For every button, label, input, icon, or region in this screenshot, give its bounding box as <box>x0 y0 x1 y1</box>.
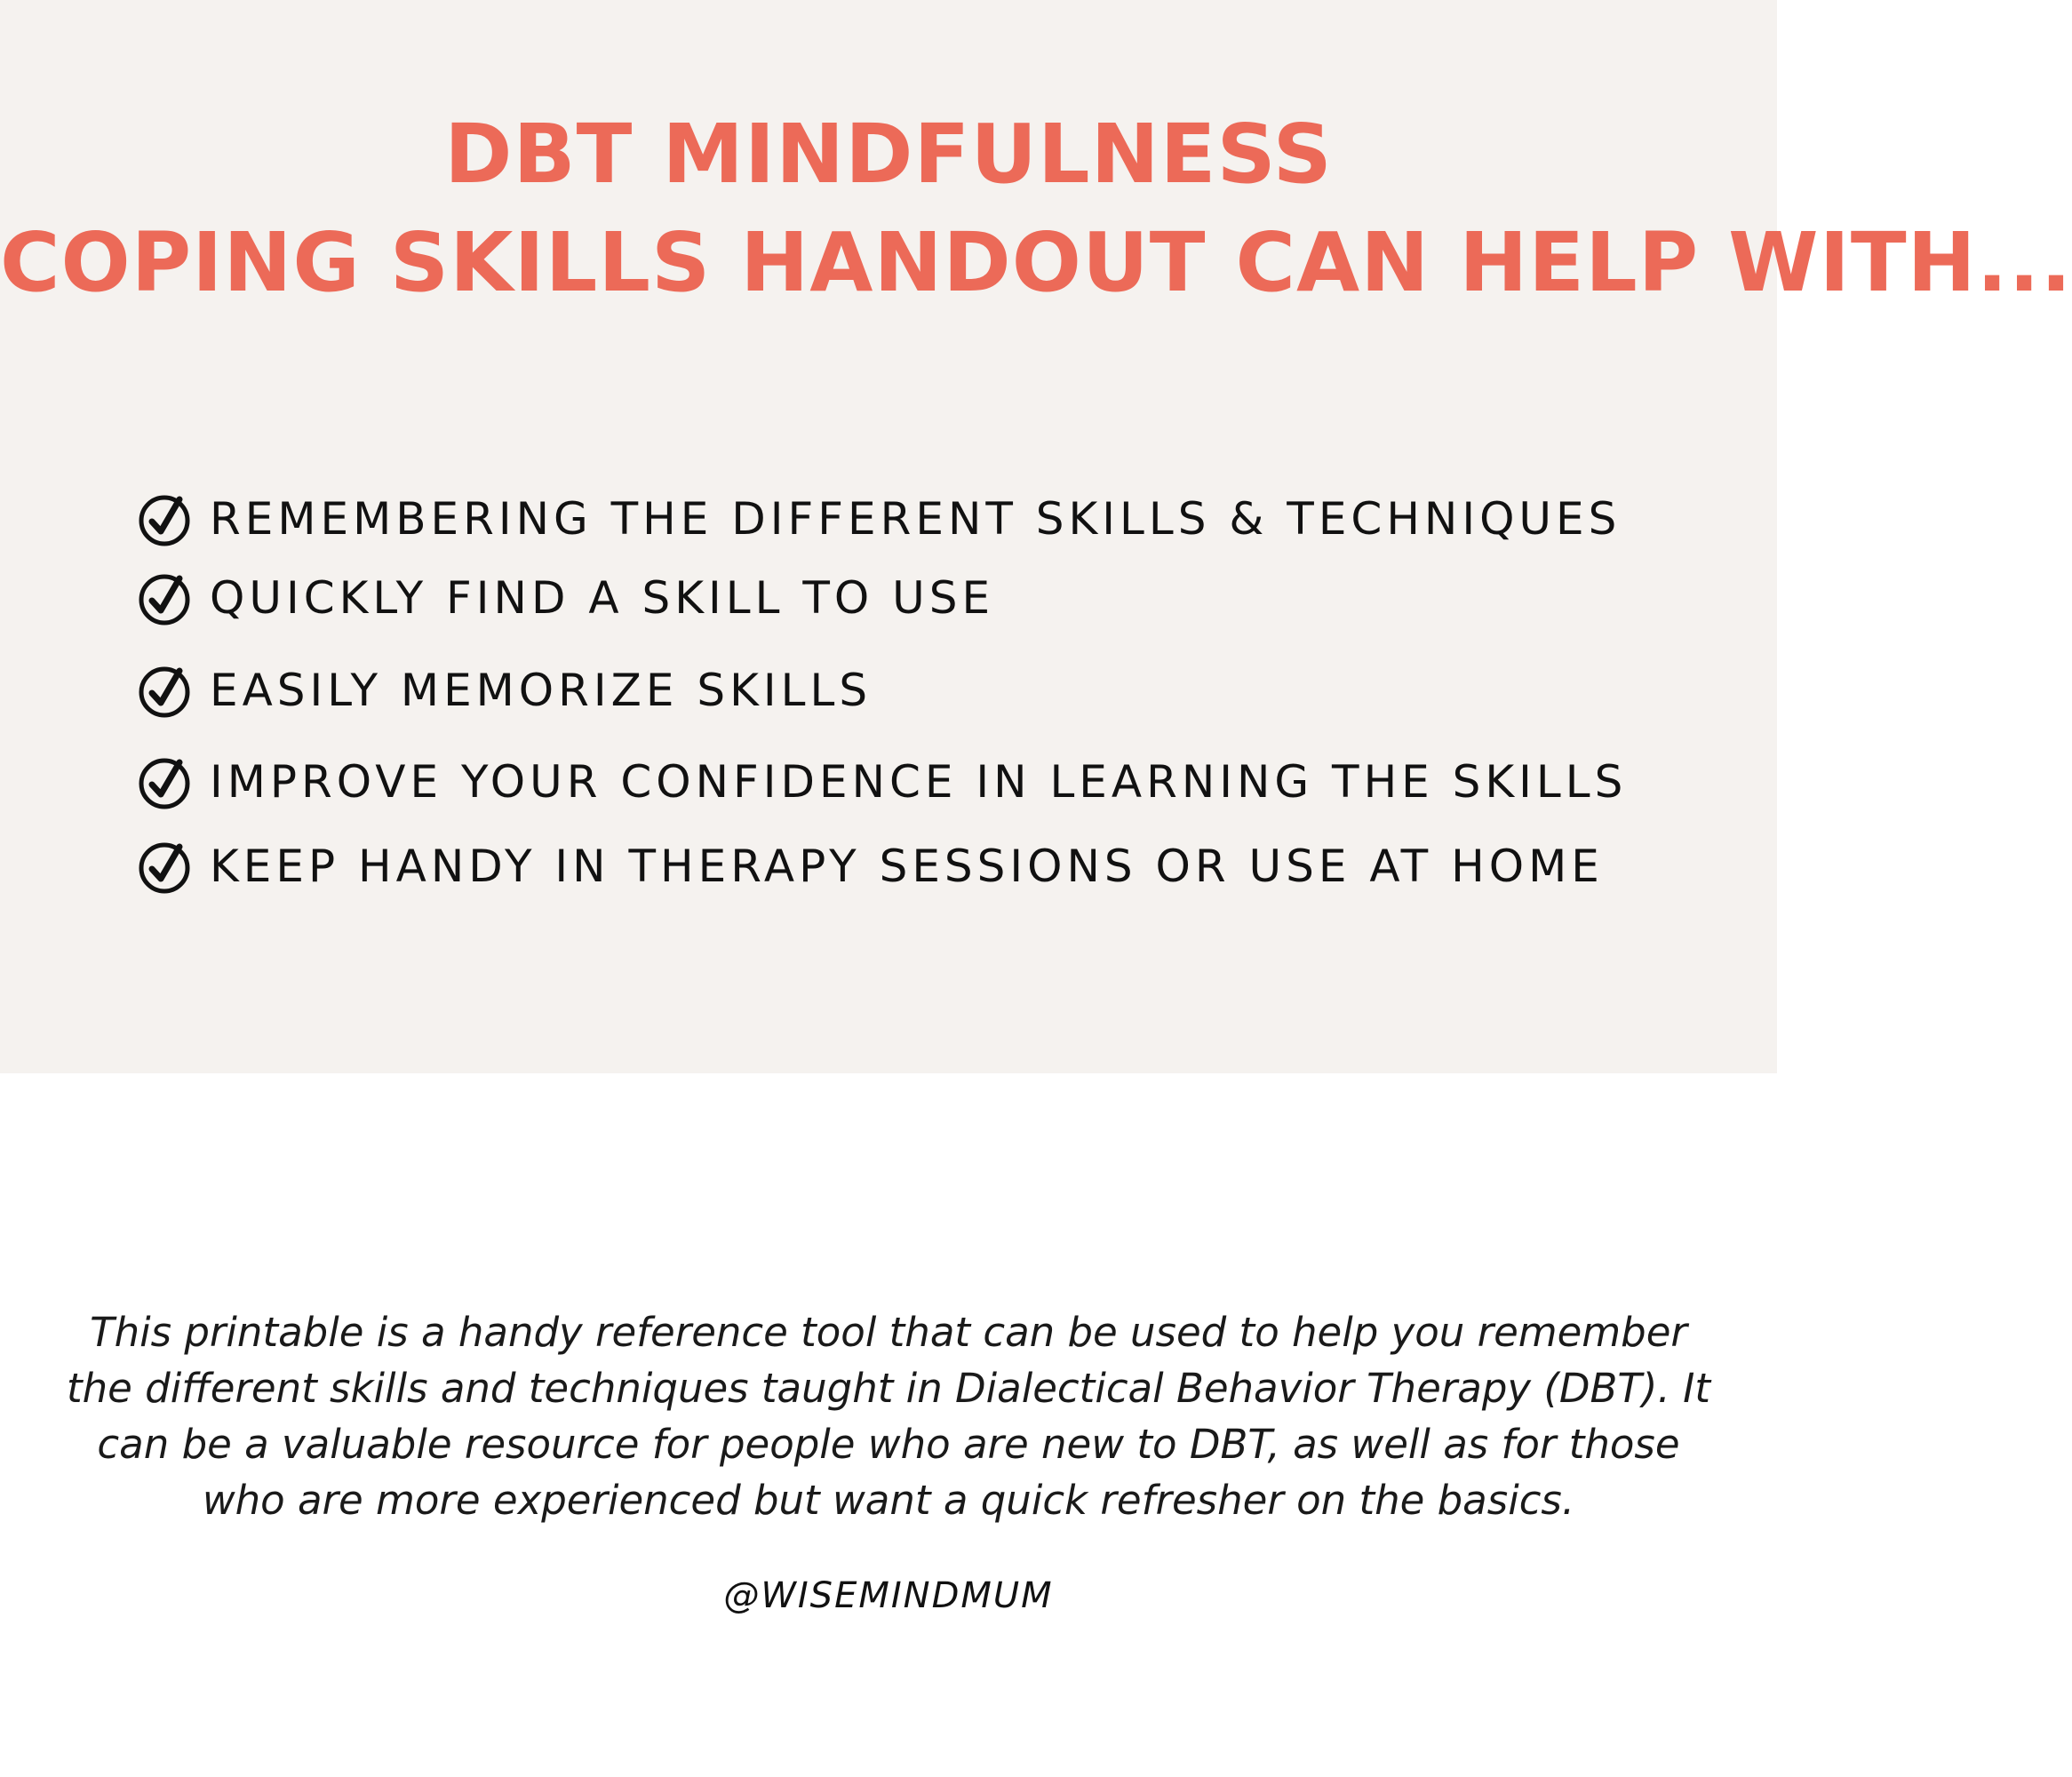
check-circle-icon <box>137 663 192 718</box>
benefit-text: IMPROVE YOUR CONFIDENCE IN LEARNING THE SKILLS <box>210 756 1628 808</box>
title-line-1: DBT MINDFULNESS <box>444 107 1333 202</box>
list-item <box>137 662 872 719</box>
description-paragraph: This printable is a handy reference tool that can be used to help you remember the different skills and techniques taught in Dialectical Behavior Therapy (DBT). It can be a valuable resource for people who are new to DBT, as well as for those who are more experienced but want a quick refresher on the basics. <box>67 1309 1710 1524</box>
check-circle-icon <box>137 491 192 546</box>
list-item <box>137 838 1604 895</box>
check-circle-icon <box>137 839 192 894</box>
check-circle-icon <box>137 570 192 626</box>
benefit-text: KEEP HANDY IN THERAPY SESSIONS OR USE AT HOME <box>210 841 1604 892</box>
check-circle-icon <box>137 754 192 809</box>
benefit-text: QUICKLY FIND A SKILL TO USE <box>210 572 995 624</box>
title-line-2: COPING SKILLS HANDOUT CAN HELP WITH... <box>0 215 2072 310</box>
list-item <box>137 753 1627 810</box>
benefit-text: REMEMBERING THE DIFFERENT SKILLS & TECHNIQUES <box>210 493 1622 545</box>
benefit-text: EASILY MEMORIZE SKILLS <box>210 665 873 716</box>
list-item <box>137 570 994 626</box>
list-item <box>137 490 1621 547</box>
social-handle: @WISEMINDMUM <box>723 1575 1054 1616</box>
